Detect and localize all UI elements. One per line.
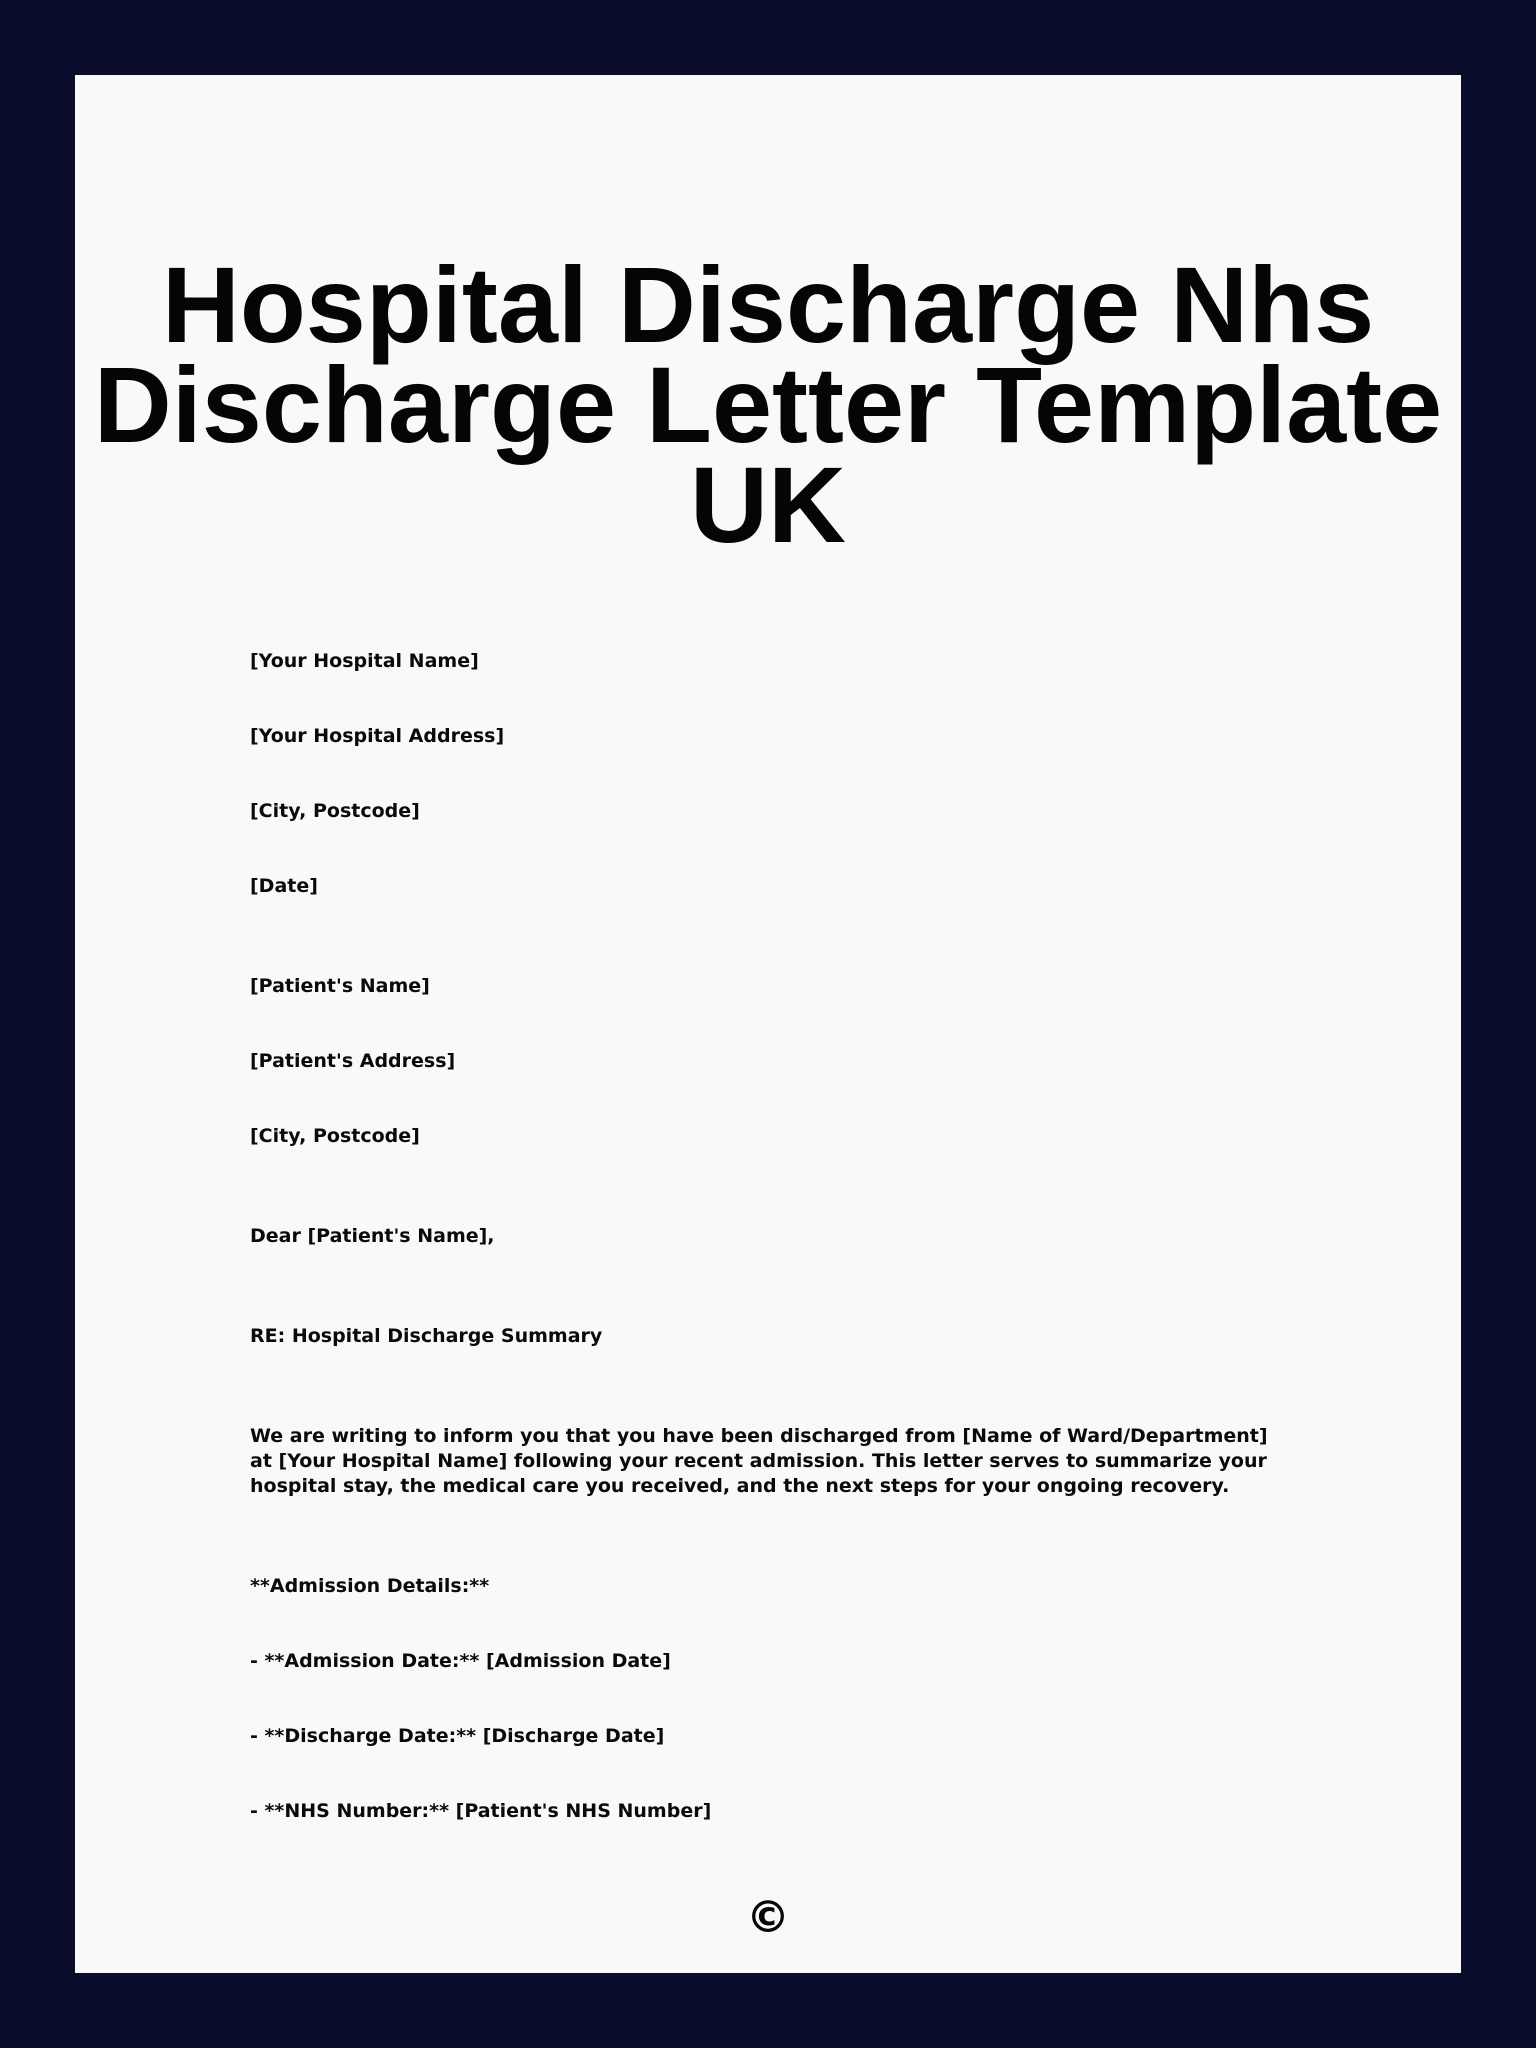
sender-city-postcode: [City, Postcode]: [250, 800, 420, 822]
admission-date-item: - **Admission Date:** [Admission Date]: [250, 1650, 671, 1672]
document-page: [75, 75, 1461, 1973]
discharge-date-item: - **Discharge Date:** [Discharge Date]: [250, 1725, 665, 1747]
recipient-address: [Patient's Address]: [250, 1050, 456, 1072]
sender-hospital-name: [Your Hospital Name]: [250, 650, 479, 672]
recipient-city-postcode: [City, Postcode]: [250, 1125, 420, 1147]
copyright-icon: ©: [746, 1892, 790, 1943]
subject-line: RE: Hospital Discharge Summary: [250, 1325, 603, 1347]
recipient-name: [Patient's Name]: [250, 975, 430, 997]
sender-hospital-address: [Your Hospital Address]: [250, 725, 505, 747]
letter-date: [Date]: [250, 875, 318, 897]
document-title: Hospital Discharge Nhs Discharge Letter Template UK: [93, 244, 1443, 565]
intro-paragraph: We are writing to inform you that you have been discharged from [Name of Ward/Department] at [Your Hospital Name] following your recent admission. This letter serves to summarize your hospital stay, the medical care you received, and the next steps for your ongoing recovery.: [250, 1425, 1268, 1497]
salutation: Dear [Patient's Name],: [250, 1225, 495, 1247]
admission-details-heading: **Admission Details:**: [250, 1575, 490, 1597]
nhs-number-item: - **NHS Number:** [Patient's NHS Number]: [250, 1800, 712, 1822]
